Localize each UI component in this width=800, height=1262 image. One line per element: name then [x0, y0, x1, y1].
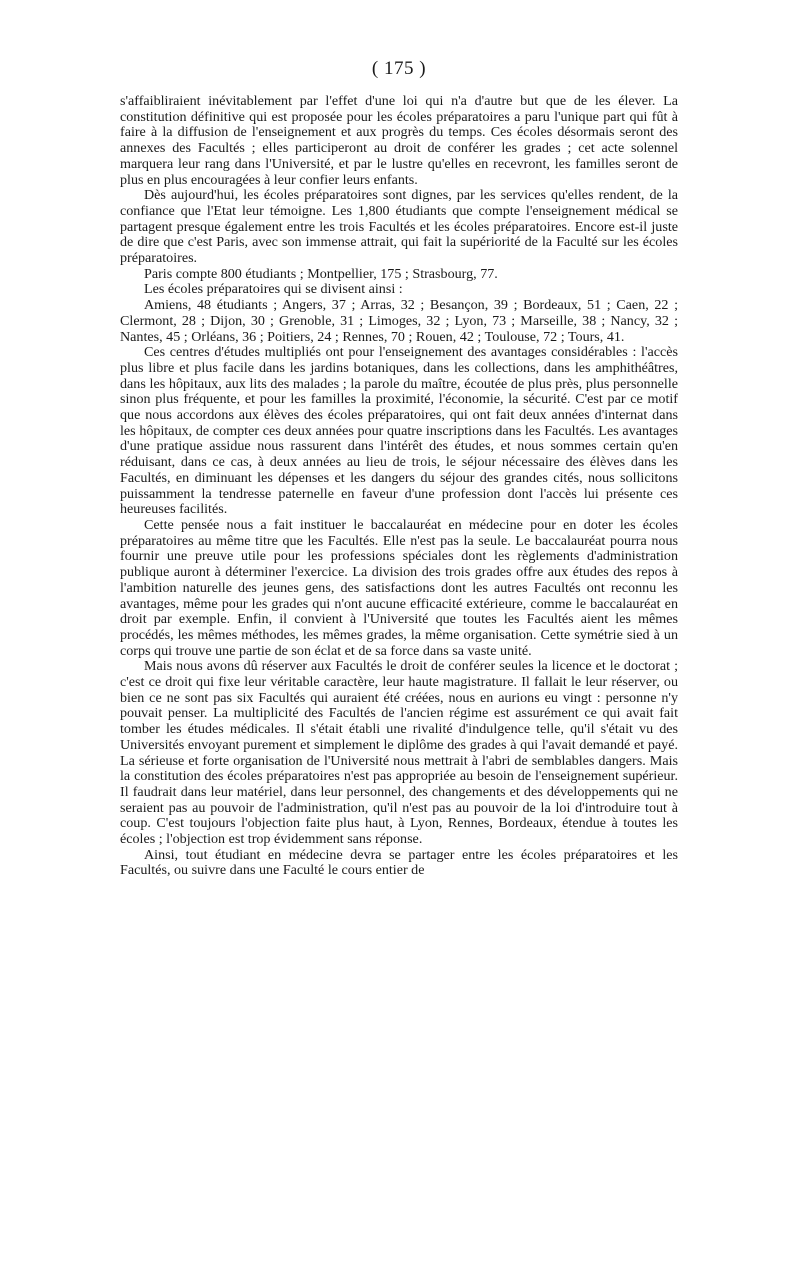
body-text: [120, 94, 678, 879]
page-number: ( 175 ): [371, 58, 427, 79]
paragraph: Les écoles préparatoires qui se divisent ainsi :: [144, 281, 403, 298]
paragraph: Mais nous avons dû réserver aux Facultés le droit de conférer seules la licence et le doctorat ; c'est ce droit qui fixe leur véritable caractère, leur haute magistrature. Il fallait le leur réserver, ou bien ce ne sont pas six Facultés qui auraient été créées, nous en aurions eu vingt : personne n'y pouvait penser. La multiplicité des Facultés de l'ancien régime est assurément ce qui avait fait tomber les études médicales. Il s'était établi une rivalité d'indulgence telle, qu'il s'était vu des Universités envoyant purement et simplement le diplôme des grades à qui l'avait demandé et payé. La sérieuse et forte organisation de l'Université nous mettrait à l'abri de semblables dangers. Mais la constitution des écoles préparatoires n'est pas appropriée au besoin de l'enseignement supérieur. Il faudrait dans leur matériel, dans leur personnel, des changements et des développements qui ne seraient pas au pouvoir de l'administration, qu'il n'est pas au pouvoir de la loi d'introduire tout à coup. C'est toujours l'objection faite plus haut, à Lyon, Rennes, Bordeaux, étendue à toutes les écoles ; l'objection est trop évidemment sans réponse.: [120, 658, 678, 848]
paragraph: s'affaibliraient inévitablement par l'effet d'une loi qui n'a d'autre but que de les élever. La constitution définitive qui est proposée pour les écoles préparatoires a paru l'unique part qui fût à faire à la diffusion de l'enseignement et aux progrès du temps. Ces écoles désormais seront des annexes des Facultés ; elles participeront au droit de conférer les grades ; cet acte solennel marquera leur rang dans l'Université, et par le lustre qu'elles en recevront, les familles seront de plus en plus encouragées à leur confier leurs enfants.: [120, 93, 678, 188]
paragraph: Ces centres d'études multipliés ont pour l'enseignement des avantages considérables : l'accès plus libre et plus facile dans les jardins botaniques, dans les collections, dans les amphithéâtres, dans les hôpitaux, aux lits des malades ; la parole du maître, écoutée de plus près, plus personnelle sinon plus fréquente, et pour les familles la proximité, l'économie, la sécurité. C'est par ce motif que nous accordons aux élèves des écoles préparatoires, qui ont fait deux années d'internat dans les hôpitaux, de compter ces deux années pour quatre inscriptions dans les Facultés. Les avantages d'une pratique assidue nous rassurent dans l'intérêt des études, et nous sommes certain qu'en réduisant, dans ce cas, à deux années au lieu de trois, le séjour nécessaire des élèves dans les Facultés, en diminuant les dépenses et les dangers du séjour des grandes cités, nous sollicitons puissamment la tendresse paternelle en faveur d'une profession dont l'accès lui présente ces heureuses facilités.: [120, 344, 678, 518]
paragraph: Amiens, 48 étudiants ; Angers, 37 ; Arras, 32 ; Besançon, 39 ; Bordeaux, 51 ; Caen, 22 ; Clermont, 28 ; Dijon, 30 ; Grenoble, 31 ; Limoges, 32 ; Lyon, 73 ; Marseille, 38 ; Nancy, 32 ; Nantes, 45 ; Orléans, 36 ; Poitiers, 24 ; Rennes, 70 ; Rouen, 42 ; Toulouse, 72 ; Tours, 41.: [120, 297, 678, 345]
paragraph: Dès aujourd'hui, les écoles préparatoires sont dignes, par les services qu'elles rendent, de la confiance que l'Etat leur témoigne. Les 1,800 étudiants que compte l'enseignement médical se partagent presque également entre les trois Facultés et les écoles préparatoires. Encore est-il juste de dire que c'est Paris, avec son immense attrait, qui fait la supériorité de la Faculté sur les écoles préparatoires.: [120, 187, 678, 267]
paragraph: Cette pensée nous a fait instituer le baccalauréat en médecine pour en doter les écoles préparatoires au même titre que les Facultés. Elle n'est pas la seule. Le baccalauréat pourra nous fournir une preuve utile pour les professions spéciales dont les règlements d'administration publique auront à déterminer l'exercice. La division des trois grades offre aux études des repos à l'ambition naturelle des jeunes gens, des satisfactions dont les autres Facultés ont reconnu les avantages, même pour les grades qui n'ont aucune efficacité extérieure, comme le baccalauréat en droit par exemple. Enfin, il convient à l'Université que toutes les Facultés aient les mêmes procédés, les mêmes méthodes, les mêmes grades, la même organisation. Cette symétrie sied à un corps qui trouve une partie de son éclat et de sa force dans sa vaste unité.: [120, 516, 678, 659]
paragraph: Paris compte 800 étudiants ; Montpellier, 175 ; Strasbourg, 77.: [144, 265, 498, 282]
paragraph: Ainsi, tout étudiant en médecine devra se partager entre les écoles préparatoires et les Facultés, ou suivre dans une Faculté le cours entier de: [120, 846, 678, 879]
document-page: [120, 58, 678, 879]
